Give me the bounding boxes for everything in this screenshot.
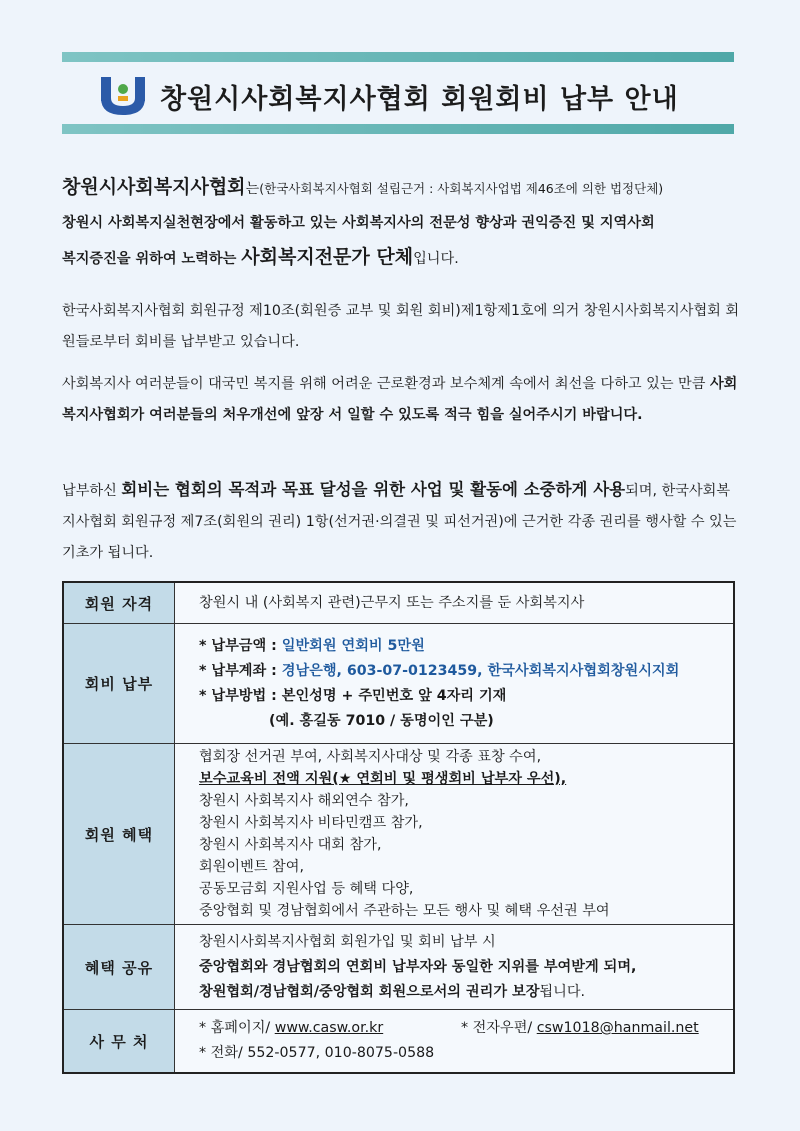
table-row-office — [63, 1010, 734, 1074]
phone-line — [199, 1041, 733, 1066]
fee-amount-label: * 납부금액 : — [199, 637, 282, 654]
paragraph-usage-post: 되며, 한국사회복지사협회 회원규정 제7조(회원의 권리) 1항(선거권·의결권 및 피선거권)에 근거한 각종 권리를 행사할 수 있는 기초가 됩니다. — [62, 483, 737, 561]
info-table — [62, 581, 735, 1074]
fee-amount-value: 일반회원 연회비 5만원 — [281, 637, 425, 654]
paragraph-appeal — [62, 369, 742, 431]
fee-amount-line — [199, 634, 733, 659]
paragraph-usage-emph: 회비는 협회의 목적과 목표 달성을 위한 사업 및 활동에 소중하게 사용 — [121, 480, 626, 499]
benefit-item: 창원시 사회복지사 비타민캠프 참가, — [199, 815, 423, 831]
homepage-label: * 홈페이지/ — [199, 1020, 275, 1036]
intro-line-3-emph: 사회복지전문가 단체 — [241, 246, 414, 268]
homepage-block — [199, 1016, 461, 1041]
paragraph-usage-pre: 납부하신 — [62, 483, 122, 499]
paragraph-appeal-pre: 사회복지사 여러분들이 대국민 복지를 위해 어려운 근로환경과 보수체계 속에서 최선을 다하고 있는 만큼 — [62, 376, 710, 392]
email-block — [461, 1016, 699, 1041]
fee-example: (예. 홍길동 7010 / 동명이인 구분) — [269, 712, 494, 729]
office-contact-line — [199, 1016, 733, 1041]
benefits-label: 회원 혜택 — [63, 744, 175, 925]
homepage-link[interactable]: www.casw.or.kr — [274, 1020, 384, 1036]
page-header — [100, 74, 740, 118]
intro-line-1 — [62, 170, 742, 206]
benefit-item: 보수교육비 전액 지원(★ 연회비 및 평생회비 납부자 우선), — [199, 771, 567, 787]
fee-account-label: * 납부계좌 : — [199, 662, 282, 679]
header-top-bar — [62, 52, 734, 62]
u-logo-icon — [100, 76, 146, 116]
phone-value: 552-0577, 010-8075-0588 — [247, 1045, 435, 1061]
org-suffix: 는 — [245, 181, 260, 197]
membership-label: 회원 자격 — [63, 582, 175, 624]
benefits-content — [175, 744, 735, 925]
intro-line-3-pre: 복지증진을 위하여 노력하는 — [62, 251, 242, 267]
fee-method-line — [199, 684, 733, 709]
benefit-item: 창원시 사회복지사 대회 참가, — [199, 837, 382, 853]
benefit-item: 공동모금회 지원사업 등 혜택 다양, — [199, 881, 414, 897]
fee-label: 회비 납부 — [63, 624, 175, 744]
benefit-item: 협회장 선거권 부여, 사회복지사대상 및 각종 표창 수여, — [199, 749, 542, 765]
sharing-content — [175, 925, 735, 1010]
paragraph-regulation: 한국사회복지사협회 회원규정 제10조(회원증 교부 및 회원 회비)제1항제1호에 의거 창원시사회복지사협회 회원들로부터 회비를 납부받고 있습니다. — [62, 303, 740, 350]
table-row-sharing — [63, 925, 734, 1010]
fee-account-value: 경남은행, 603-07-0123459, 한국사회복지사협회창원시지회 — [281, 662, 680, 679]
intro-line-3 — [62, 240, 742, 276]
org-name: 창원시사회복지사협회 — [62, 176, 246, 198]
benefit-item: 중앙협회 및 경남협회에서 주관하는 모든 행사 및 혜택 우선권 부여 — [199, 903, 610, 919]
header-bottom-bar — [62, 124, 734, 134]
membership-text: 창원시 내 (사회복지 관련)근무지 또는 주소지를 둔 사회복지사 — [175, 582, 735, 624]
sharing-line-2: 중앙협회와 경남협회의 연회비 납부자와 동일한 지위를 부여받게 되며, — [199, 958, 637, 975]
sharing-label: 혜택 공유 — [63, 925, 175, 1010]
email-label: * 전자우편/ — [461, 1020, 537, 1036]
fee-content — [175, 624, 735, 744]
table-row-fee — [63, 624, 734, 744]
legal-basis: (한국사회복지사협회 설립근거 : 사회복지사업법 제46조에 의한 법정단체) — [259, 181, 664, 196]
paragraph-usage — [62, 474, 742, 569]
intro-paragraph — [62, 170, 742, 276]
fee-method-value: 본인성명 + 주민번호 앞 4자리 기재 — [281, 687, 507, 704]
fee-method-label: * 납부방법 : — [199, 687, 282, 704]
office-label: 사 무 처 — [63, 1010, 175, 1074]
table-row-membership — [63, 582, 734, 624]
email-link[interactable]: csw1018@hanmail.net — [536, 1020, 699, 1036]
sharing-line-3-bold: 창원협회/경남협회/중앙협회 회원으로서의 권리가 보장 — [199, 983, 540, 1000]
phone-label: * 전화/ — [199, 1045, 248, 1061]
fee-account-line — [199, 659, 733, 684]
table-row-benefits — [63, 744, 734, 925]
benefit-item: 창원시 사회복지사 해외연수 참가, — [199, 793, 409, 809]
benefit-item: 회원이벤트 참여, — [199, 859, 304, 875]
sharing-line-1: 창원시사회복지사협회 회원가입 및 회비 납부 시 — [199, 933, 496, 950]
sharing-line-3 — [199, 980, 733, 1005]
intro-line-2: 창원시 사회복지실천현장에서 활동하고 있는 사회복지사의 전문성 향상과 권익증진 및 지역사회 — [62, 215, 655, 231]
page-title: 창원시사회복지사협회 회원회비 납부 안내 — [160, 83, 679, 115]
intro-line-3-post: 입니다. — [413, 251, 459, 267]
office-content — [175, 1010, 735, 1074]
sharing-line-3-post: 됩니다. — [539, 983, 586, 1000]
paragraph-appeal-bold: 사회복지사협회가 여러분들의 처우개선에 앞장 서 일할 수 있도록 적극 힘을 실어주시기 바랍니다. — [62, 376, 738, 423]
